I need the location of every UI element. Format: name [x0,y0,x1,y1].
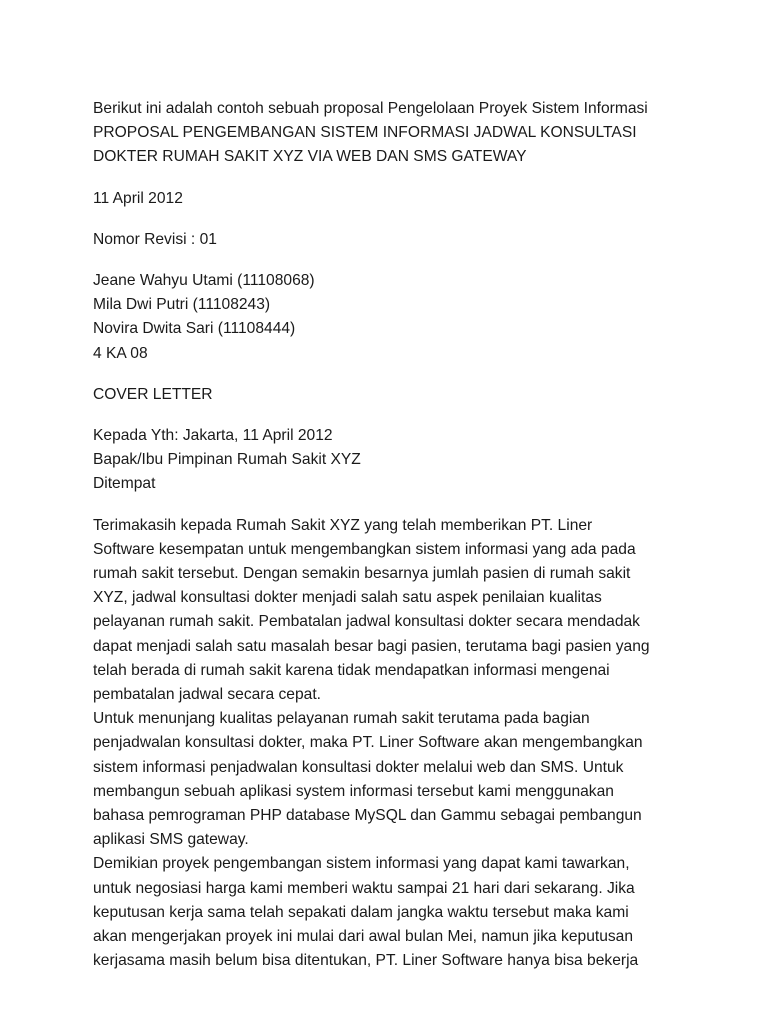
address-block [93,424,713,497]
paragraph-line: pembatalan jadwal secara cepat. [93,686,321,704]
revision-block [93,228,713,252]
paragraph-2 [93,707,713,852]
author-1: Jeane Wahyu Utami (11108068) [93,272,315,290]
paragraph-line: dapat menjadi salah satu masalah besar bagi pasien, terutama bagi pasien yang [93,637,650,655]
paragraph-line: Software kesempatan untuk mengembangkan sistem informasi yang ada pada [93,540,636,558]
revision-number: Nomor Revisi : 01 [93,230,217,248]
paragraph-line: akan mengerjakan proyek ini mulai dari awal bulan Mei, namun jika keputusan [93,928,634,946]
paragraph-line: bahasa pemrograman PHP database MySQL dan Gammu sebagai pembangun [93,807,642,825]
intro-block [93,97,713,170]
paragraph-line: rumah sakit tersebut. Dengan semakin besarnya jumlah pasien di rumah sakit [93,565,631,583]
class-code: 4 KA 08 [93,344,148,362]
paragraph-line: kerjasama masih belum bisa ditentukan, PT. Liner Software hanya bisa bekerja [93,952,639,970]
paragraph-line: aplikasi SMS gateway. [93,831,249,849]
authors-block [93,269,713,366]
paragraph-line: sistem informasi penjadwalan konsultasi dokter melalui web dan SMS. Untuk [93,758,624,776]
author-2: Mila Dwi Putri (11108243) [93,296,271,314]
paragraph-line: membangun sebuah aplikasi system informasi tersebut kami menggunakan [93,782,614,800]
paragraph-line: keputusan kerja sama telah sepakati dalam jangka waktu tersebut maka kami [93,903,629,921]
address-line-2: Bapak/Ibu Pimpinan Rumah Sakit XYZ [93,451,361,469]
paragraph-line: Terimakasih kepada Rumah Sakit XYZ yang telah memberikan PT. Liner [93,516,593,534]
author-3: Novira Dwita Sari (11108444) [93,320,296,338]
paragraph-1 [93,514,713,708]
section-title: COVER LETTER [93,385,213,403]
section-title-block [93,383,713,407]
date-block [93,187,713,211]
intro-line: Berikut ini adalah contoh sebuah proposal Pengelolaan Proyek Sistem Informasi [93,100,648,117]
proposal-title-line-1: PROPOSAL PENGEMBANGAN SISTEM INFORMASI JADWAL KONSULTASI [93,124,637,142]
paragraph-line: untuk negosiasi harga kami memberi waktu sampai 21 hari dari sekarang. Jika [93,879,635,897]
document-date: 11 April 2012 [93,189,183,207]
proposal-title-line-2: DOKTER RUMAH SAKIT XYZ VIA WEB DAN SMS GATEWAY [93,148,527,166]
address-line-1: Kepada Yth: Jakarta, 11 April 2012 [93,427,333,445]
document-page [93,97,713,974]
paragraph-line: pelayanan rumah sakit. Pembatalan jadwal konsultasi dokter secara mendadak [93,613,640,631]
paragraph-line: Untuk menunjang kualitas pelayanan rumah sakit terutama pada bagian [93,710,590,728]
address-line-3: Ditempat [93,475,156,493]
paragraph-3 [93,852,713,973]
paragraph-line: Demikian proyek pengembangan sistem informasi yang dapat kami tawarkan, [93,855,630,873]
paragraph-line: telah berada di rumah sakit karena tidak mendapatkan informasi mengenai [93,661,610,679]
paragraph-line: penjadwalan konsultasi dokter, maka PT. Liner Software akan mengembangkan [93,734,643,752]
paragraph-line: XYZ, jadwal konsultasi dokter menjadi salah satu aspek penilaian kualitas [93,589,602,607]
